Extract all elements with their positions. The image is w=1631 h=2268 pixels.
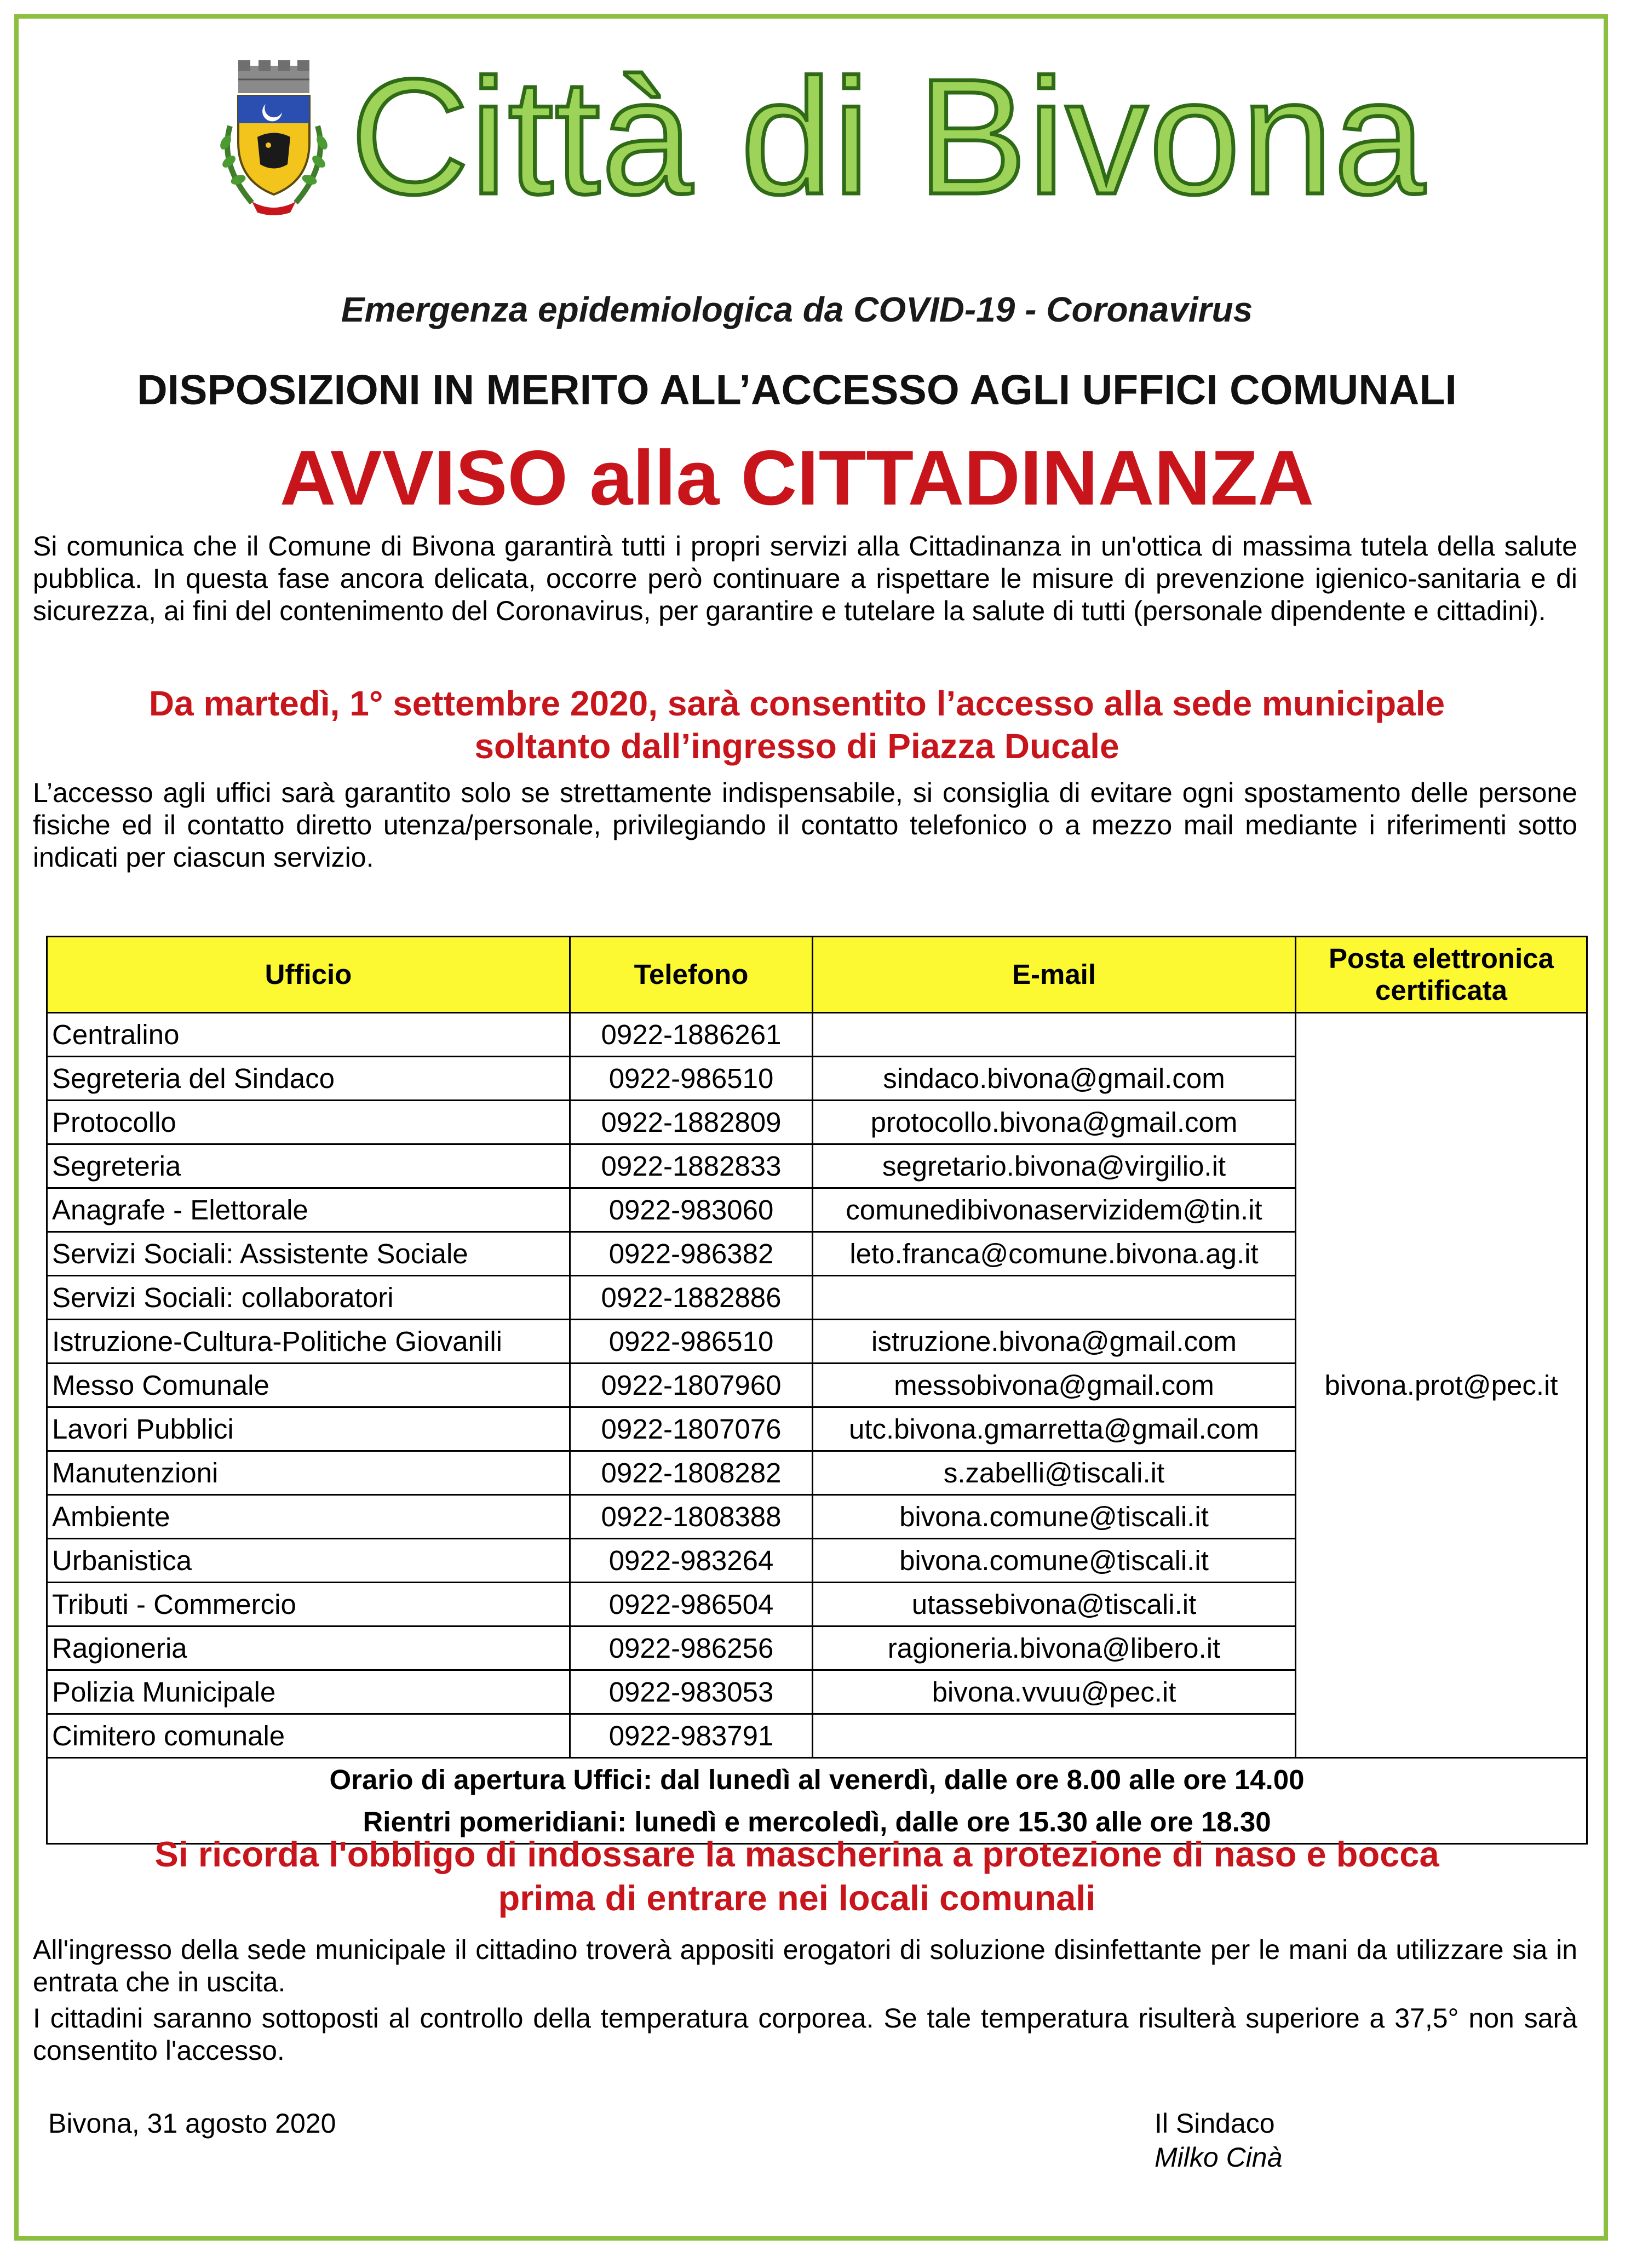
column-header-office: Ufficio xyxy=(47,937,570,1013)
afternoon-hours-line: Rientri pomeridiani: lunedì e mercoledì, dalle ore 15.30 alle ore 18.30 xyxy=(363,1806,1271,1837)
cell-email xyxy=(813,1013,1296,1057)
cell-email: bivona.vvuu@pec.it xyxy=(813,1670,1296,1714)
cell-office: Polizia Municipale xyxy=(47,1670,570,1714)
city-title: Città di Bivona xyxy=(351,44,1427,228)
cell-phone: 0922-983060 xyxy=(570,1188,813,1232)
cell-office: Lavori Pubblici xyxy=(47,1407,570,1451)
cell-phone: 0922-1882833 xyxy=(570,1144,813,1188)
cell-phone: 0922-1807960 xyxy=(570,1364,813,1407)
cell-office: Protocollo xyxy=(47,1101,570,1144)
cell-phone: 0922-1808388 xyxy=(570,1495,813,1539)
cell-email: protocollo.bivona@gmail.com xyxy=(813,1101,1296,1144)
access-announcement-line-1: Da martedì, 1° settembre 2020, sarà consentito l’accesso alla sede municipale xyxy=(148,684,1445,723)
cell-phone: 0922-983053 xyxy=(570,1670,813,1714)
notice-subtitle: Emergenza epidemiologica da COVID-19 - Coronavirus xyxy=(341,290,1253,329)
cell-email: utassebivona@tiscali.it xyxy=(813,1583,1296,1626)
cell-phone: 0922-986382 xyxy=(570,1232,813,1276)
cell-office: Urbanistica xyxy=(47,1539,570,1583)
table-body xyxy=(47,1013,1587,1844)
notice-heading: DISPOSIZIONI IN MERITO ALL’ACCESSO AGLI UFFICI COMUNALI xyxy=(137,366,1457,414)
cell-email xyxy=(813,1276,1296,1320)
place-date: Bivona, 31 agosto 2020 xyxy=(48,2108,336,2139)
cell-office: Ragioneria xyxy=(47,1626,570,1670)
cell-office: Servizi Sociali: collaboratori xyxy=(47,1276,570,1320)
cell-phone: 0922-983264 xyxy=(570,1539,813,1583)
cell-office: Istruzione-Cultura-Politiche Giovanili xyxy=(47,1320,570,1364)
cell-office: Cimitero comunale xyxy=(47,1714,570,1758)
cell-email: s.zabelli@tiscali.it xyxy=(813,1451,1296,1495)
cell-office: Anagrafe - Elettorale xyxy=(47,1188,570,1232)
cell-phone: 0922-1886261 xyxy=(570,1013,813,1057)
cell-office: Segreteria xyxy=(47,1144,570,1188)
disinfectant-paragraph: All'ingresso della sede municipale il cittadino troverà appositi erogatori di soluzione disinfettante per le mani da utilizzare sia in entrata che in uscita. xyxy=(33,1934,1577,1997)
access-paragraph: L’accesso agli uffici sarà garantito solo se strettamente indispensabile, si consiglia di evitare ogni spostamento delle persone fisiche ed il contatto diretto utenza/personale, privilegiando il contatto telefonico o a mezzo mail mediante i riferimenti sotto indicati per ciascun servizio. xyxy=(33,777,1577,873)
cell-email: bivona.comune@tiscali.it xyxy=(813,1495,1296,1539)
table-footer-row xyxy=(47,1758,1587,1844)
cell-email xyxy=(813,1714,1296,1758)
cell-phone: 0922-986510 xyxy=(570,1057,813,1101)
coat-of-arms-icon xyxy=(208,55,340,219)
table-row xyxy=(47,1013,1587,1057)
cell-phone: 0922-986256 xyxy=(570,1626,813,1670)
cell-office: Manutenzioni xyxy=(47,1451,570,1495)
table-header-row xyxy=(47,937,1587,1013)
cell-office: Ambiente xyxy=(47,1495,570,1539)
cell-email: comunedibivonaservizidem@tin.it xyxy=(813,1188,1296,1232)
mask-reminder-line-1: Si ricorda l'obbligo di indossare la mascherina a protezione di naso e bocca xyxy=(154,1834,1439,1874)
cell-office: Centralino xyxy=(47,1013,570,1057)
column-header-phone: Telefono xyxy=(570,937,813,1013)
cell-email: messobivona@gmail.com xyxy=(813,1364,1296,1407)
column-header-email: E-mail xyxy=(813,937,1296,1013)
cell-office: Messo Comunale xyxy=(47,1364,570,1407)
cell-office: Tributi - Commercio xyxy=(47,1583,570,1626)
intro-paragraph: Si comunica che il Comune di Bivona garantirà tutti i propri servizi alla Cittadinanza in un'ottica di massima tutela della salute pubblica. In questa fase ancora delicata, occorre però continuare a rispettare le misure di prevenzione igienico-sanitaria e di sicurezza, ai fini del contenimento del Coronavirus, per garantire e tutelare la salute di tutti (personale dipendente e cittadini). xyxy=(33,531,1577,626)
opening-hours-line: Orario di apertura Uffici: dal lunedì al venerdì, dalle ore 8.00 alle ore 14.00 xyxy=(329,1764,1305,1795)
signatory-name: Milko Cinà xyxy=(1155,2142,1283,2173)
opening-hours-cell xyxy=(47,1758,1587,1844)
cell-phone: 0922-986504 xyxy=(570,1583,813,1626)
temperature-paragraph: I cittadini saranno sottoposti al controllo della temperatura corporea. Se tale temperatura risulterà superiore a 37,5° non sarà consentito l'accesso. xyxy=(33,2003,1577,2066)
mask-reminder-line-2: prima di entrare nei locali comunali xyxy=(498,1878,1096,1918)
mask-reminder xyxy=(33,1832,1561,1920)
column-header-pec: Posta elettronica certificata xyxy=(1296,937,1587,1013)
cell-phone: 0922-1882886 xyxy=(570,1276,813,1320)
cell-office: Segreteria del Sindaco xyxy=(47,1057,570,1101)
cell-email: utc.bivona.gmarretta@gmail.com xyxy=(813,1407,1296,1451)
notice-title: AVVISO alla CITTADINANZA xyxy=(279,434,1314,522)
cell-pec: bivona.prot@pec.it xyxy=(1296,1013,1587,1758)
cell-email: leto.franca@comune.bivona.ag.it xyxy=(813,1232,1296,1276)
cell-phone: 0922-1807076 xyxy=(570,1407,813,1451)
signatory-role: Il Sindaco xyxy=(1155,2108,1275,2139)
offices-table xyxy=(46,936,1588,1845)
cell-email: segretario.bivona@virgilio.it xyxy=(813,1144,1296,1188)
cell-phone: 0922-983791 xyxy=(570,1714,813,1758)
cell-email: ragioneria.bivona@libero.it xyxy=(813,1626,1296,1670)
cell-email: sindaco.bivona@gmail.com xyxy=(813,1057,1296,1101)
cell-email: bivona.comune@tiscali.it xyxy=(813,1539,1296,1583)
cell-phone: 0922-986510 xyxy=(570,1320,813,1364)
cell-office: Servizi Sociali: Assistente Sociale xyxy=(47,1232,570,1276)
access-announcement xyxy=(33,682,1561,768)
cell-phone: 0922-1808282 xyxy=(570,1451,813,1495)
cell-phone: 0922-1882809 xyxy=(570,1101,813,1144)
access-announcement-line-2: soltanto dall’ingresso di Piazza Ducale xyxy=(474,726,1119,766)
cell-email: istruzione.bivona@gmail.com xyxy=(813,1320,1296,1364)
